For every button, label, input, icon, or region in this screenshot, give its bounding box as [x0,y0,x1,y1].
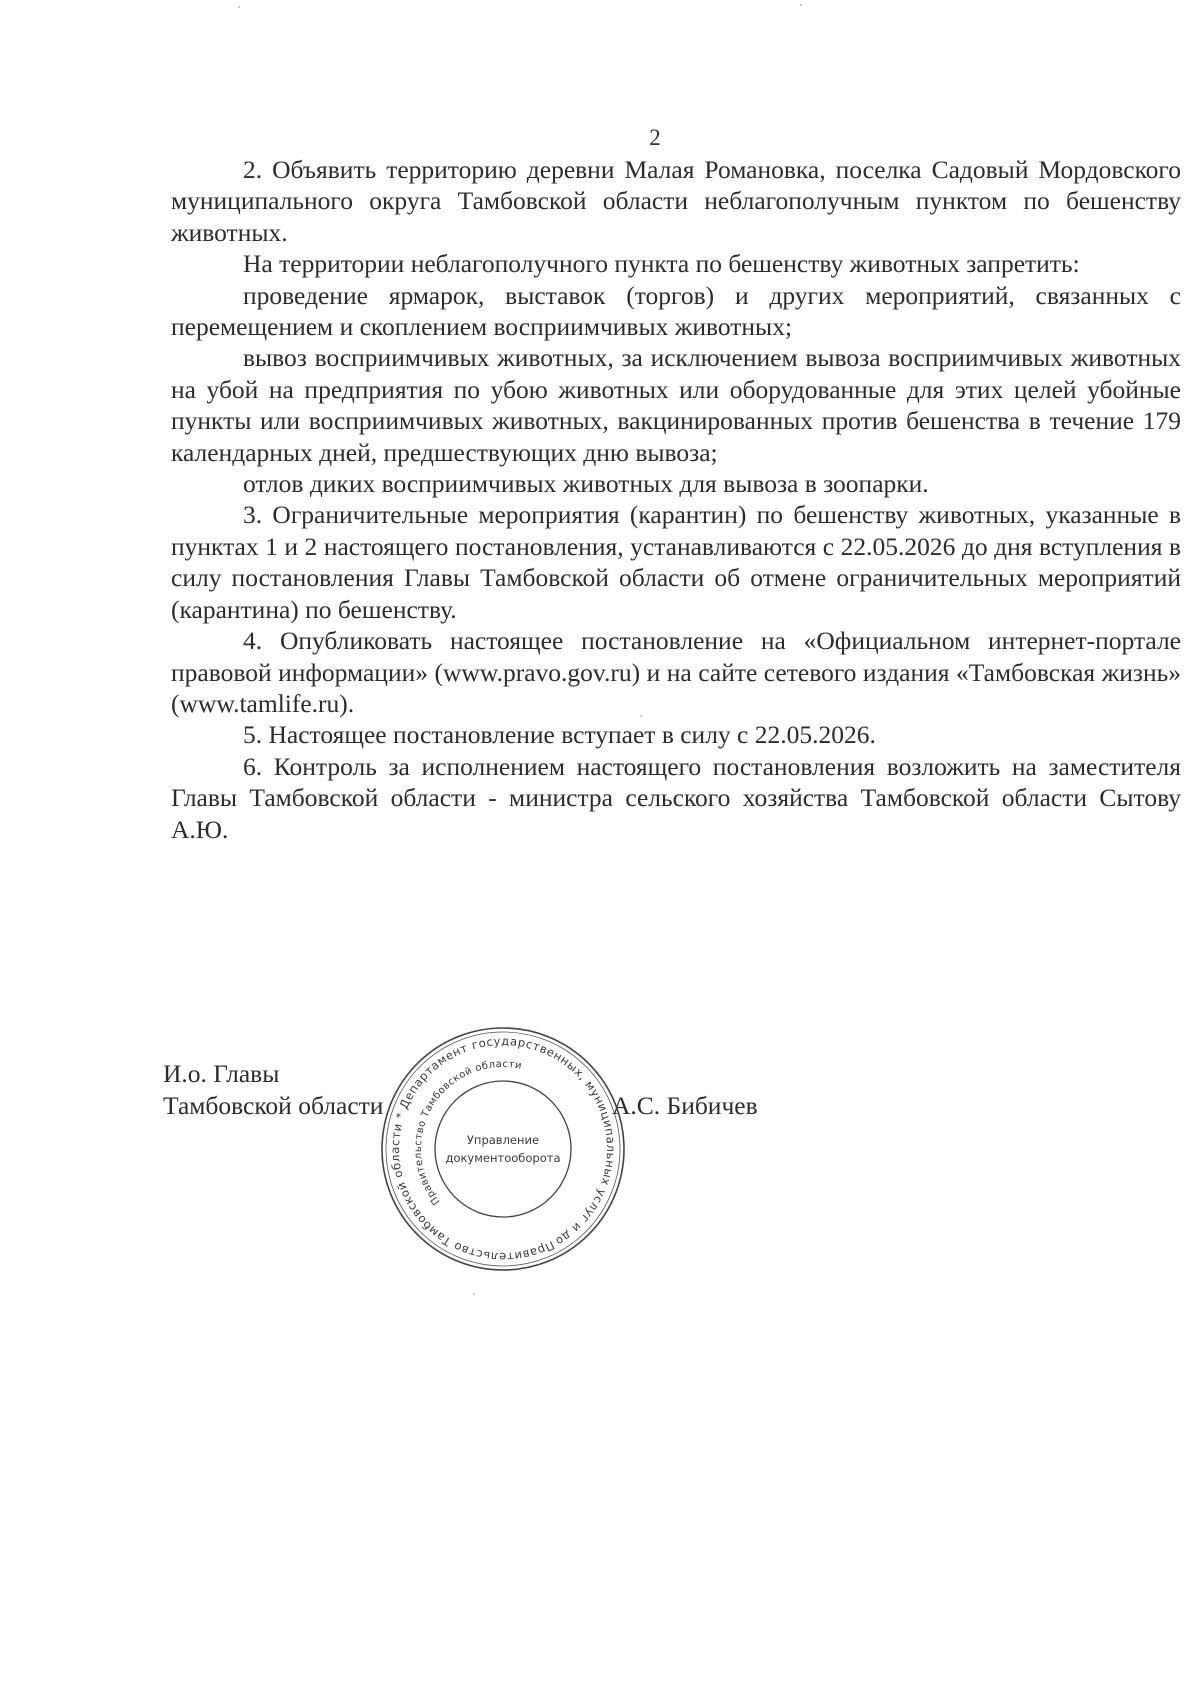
scan-speck [800,4,802,6]
svg-text:Правительство Тамбовской облас: Правительство Тамбовской области [412,1058,523,1207]
seal-center-line1: Управление [466,1133,540,1147]
scan-speck [473,1293,475,1295]
paragraph-ban-export: вывоз восприимчивых животных, за исключением вывоза восприимчивых животных на убой на предприятия по убою животных или оборудованные для этих целей убойные пункты или восприимчивых животных, вакцинированных против бешенства в течение 179 календарных дней, предшествующих дню вывоза; [171,343,1181,467]
paragraph-item-5: 5. Настоящее постановление вступает в силу с 22.05.2026. [243,720,876,750]
signature-position-line2: Тамбовской области [163,1091,384,1120]
paragraph-item-2: 2. Объявить территорию деревни Малая Романовка, поселка Садовый Мордовского муниципального округа Тамбовской области неблагополучным пунктом по бешенству животных. [171,155,1181,247]
signature-position [163,1058,383,1122]
svg-text:Правительство Тамбовской облас: Правительство Тамбовской области * Департамент государственных, муниципальных услуг и документооборота [387,1033,619,1265]
document-body [171,154,1181,845]
signature-position-line1: И.о. Главы [163,1059,280,1088]
paragraph-item-3: 3. Ограничительные мероприятия (карантин) по бешенству животных, указанные в пунктах 1 и 2 настоящего постановления, устанавливаются с 22.05.2026 до дня вступления в силу постановления Главы Тамбовской области об отмене ограничительных мероприятий (карантина) по бешенству. [171,500,1181,624]
seal-center-line2: документооборота [445,1151,561,1165]
scan-speck [640,715,642,717]
page-number: 2 [649,125,661,150]
paragraph-item-4: 4. Опубликовать настоящее постановление на «Официальном интернет-портале правовой информации» (www.pravo.gov.ru) и на сайте сетевого издания «Тамбовская жизнь» (www.tamlife.ru). [171,626,1181,718]
official-seal-stamp [378,1024,628,1274]
paragraph-ban-capture: отлов диких восприимчивых животных для вывоза в зоопарки. [243,469,929,499]
paragraph-item-6: 6. Контроль за исполнением настоящего постановления возложить на заместителя Главы Тамбовской области - министра сельского хозяйства Тамбовской области Сытову А.Ю. [171,751,1181,844]
signatory-name: А.С. Бибичев [612,1091,758,1120]
paragraph-ban-fairs: проведение ярмарок, выставок (торгов) и других мероприятий, связанных с перемещением и скоплением восприимчивых животных; [171,280,1181,342]
paragraph-territory-ban: На территории неблагополучного пункта по бешенству животных запретить: [243,249,1080,279]
scan-speck [238,6,240,8]
